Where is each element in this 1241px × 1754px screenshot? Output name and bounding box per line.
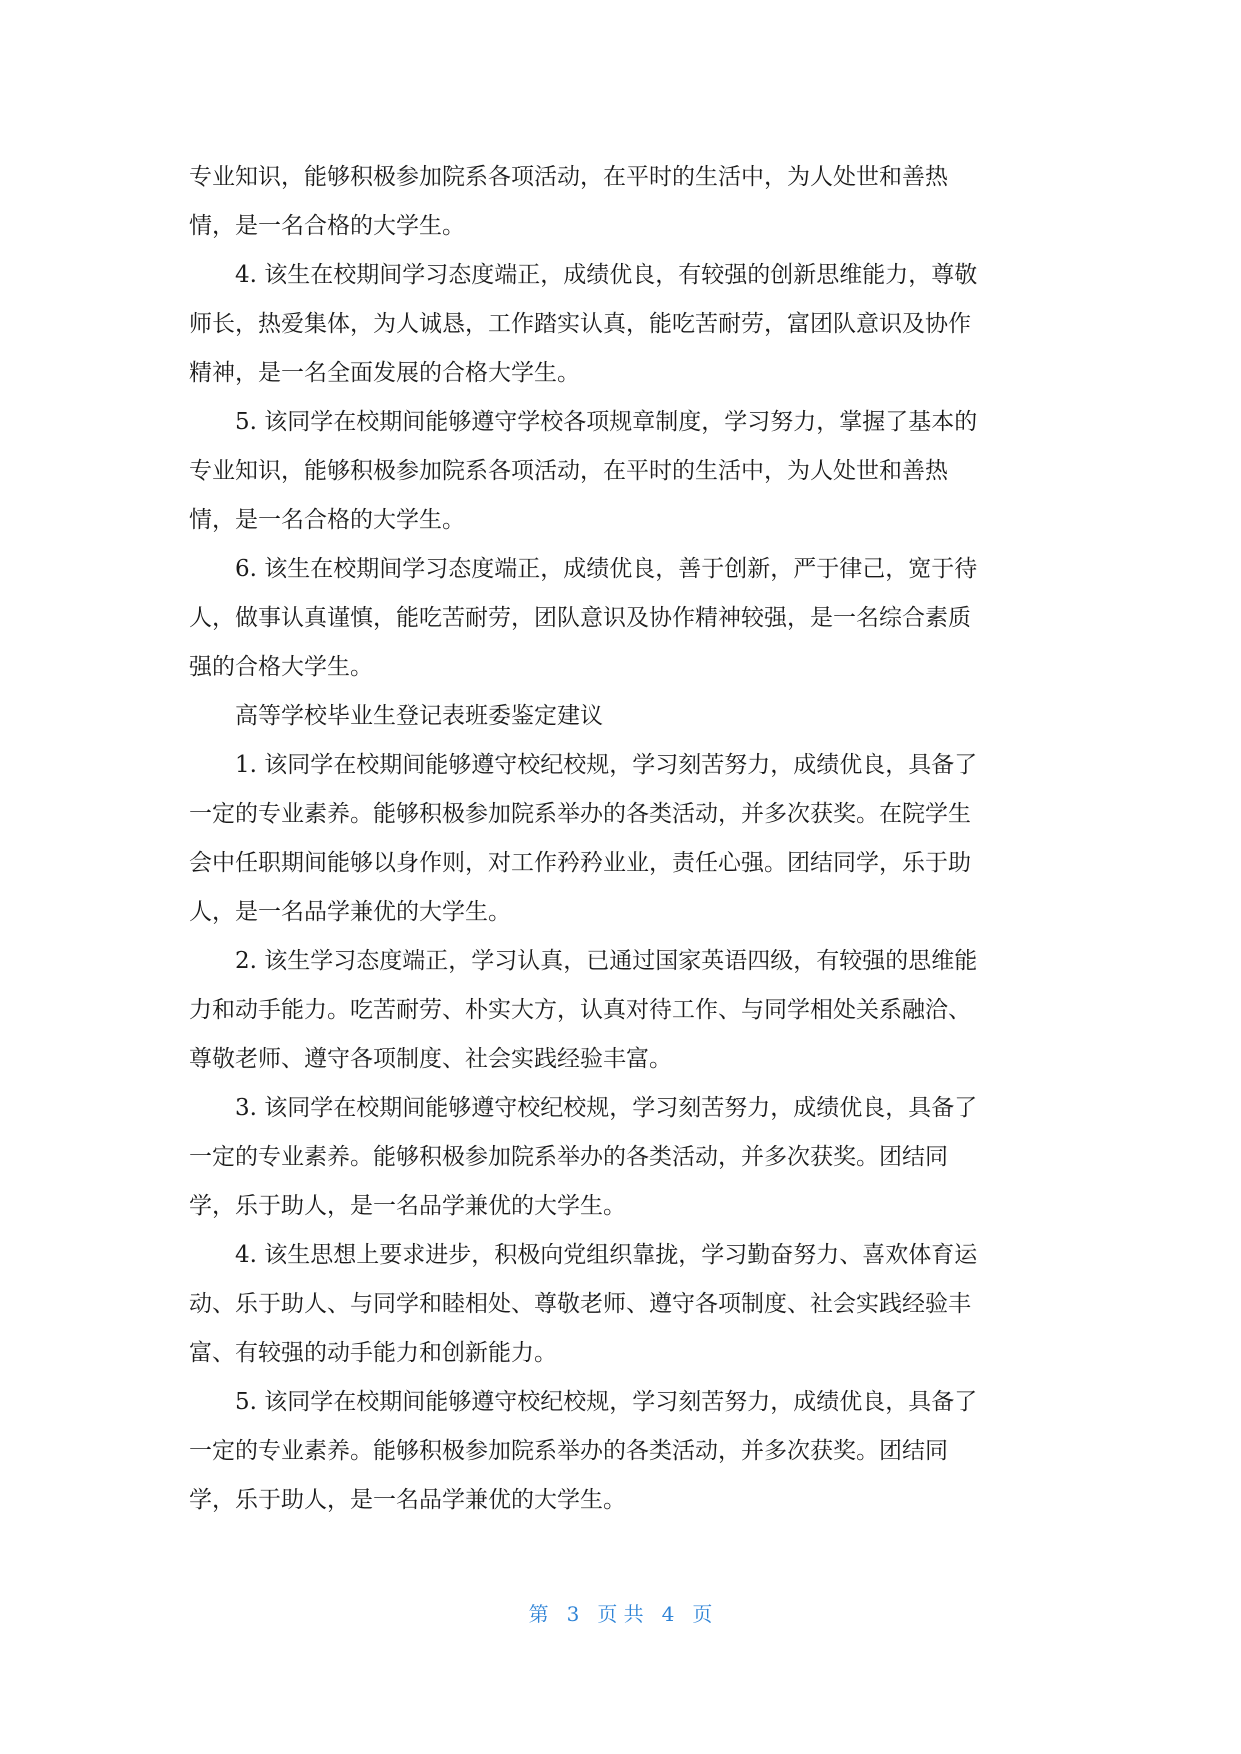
text-line: 情，是一名合格的大学生。 — [189, 213, 465, 239]
text-line: 一定的专业素养。能够积极参加院系举办的各类活动，并多次获奖。团结同 — [189, 1144, 948, 1170]
text-line: 尊敬老师、遵守各项制度、社会实践经验丰富。 — [189, 1046, 672, 1072]
text-line: 师长，热爱集体，为人诚恳，工作踏实认真，能吃苦耐劳，富团队意识及协作 — [189, 311, 971, 337]
paragraph — [189, 398, 1055, 545]
paragraph — [189, 741, 1055, 937]
text-line: 5. 该同学在校期间能够遵守学校各项规章制度，学习努力，掌握了基本的 — [235, 409, 978, 435]
text-line: 专业知识，能够积极参加院系各项活动，在平时的生活中，为人处世和善热 — [189, 164, 948, 190]
text-line: 5. 该同学在校期间能够遵守校纪校规，学习刻苦努力，成绩优良，具备了 — [235, 1389, 978, 1415]
text-line: 人，做事认真谨慎，能吃苦耐劳，团队意识及协作精神较强，是一名综合素质 — [189, 605, 971, 631]
document-body — [189, 153, 1055, 1525]
text-line: 一定的专业素养。能够积极参加院系举办的各类活动，并多次获奖。团结同 — [189, 1438, 948, 1464]
text-line: 4. 该生在校期间学习态度端正，成绩优良，有较强的创新思维能力，尊敬 — [235, 262, 978, 288]
text-line: 4. 该生思想上要求进步，积极向党组织靠拢，学习勤奋努力、喜欢体育运 — [235, 1242, 978, 1268]
text-line: 学，乐于助人，是一名品学兼优的大学生。 — [189, 1487, 626, 1513]
text-line: 精神，是一名全面发展的合格大学生。 — [189, 360, 580, 386]
paragraph — [189, 1231, 1055, 1378]
text-line: 力和动手能力。吃苦耐劳、朴实大方，认真对待工作、与同学相处关系融洽、 — [189, 997, 971, 1023]
text-line: 2. 该生学习态度端正，学习认真，已通过国家英语四级，有较强的思维能 — [235, 948, 978, 974]
text-line: 专业知识，能够积极参加院系各项活动，在平时的生活中，为人处世和善热 — [189, 458, 948, 484]
footer-suffix: 页 — [692, 1602, 713, 1626]
footer-middle: 页 共 — [597, 1602, 644, 1626]
text-line: 6. 该生在校期间学习态度端正，成绩优良，善于创新，严于律己，宽于待 — [235, 556, 978, 582]
text-line: 人，是一名品学兼优的大学生。 — [189, 899, 511, 925]
text-line: 强的合格大学生。 — [189, 654, 373, 680]
paragraph — [189, 1084, 1055, 1231]
text-line: 一定的专业素养。能够积极参加院系举办的各类活动，并多次获奖。在院学生 — [189, 801, 971, 827]
text-line: 高等学校毕业生登记表班委鉴定建议 — [235, 703, 603, 729]
text-line: 富、有较强的动手能力和创新能力。 — [189, 1340, 557, 1366]
section-heading — [189, 692, 1055, 741]
text-line: 会中任职期间能够以身作则，对工作矜矜业业，责任心强。团结同学，乐于助 — [189, 850, 971, 876]
text-line: 3. 该同学在校期间能够遵守校纪校规，学习刻苦努力，成绩优良，具备了 — [235, 1095, 978, 1121]
paragraph — [189, 937, 1055, 1084]
text-line: 学，乐于助人，是一名品学兼优的大学生。 — [189, 1193, 626, 1219]
footer-prefix: 第 — [528, 1602, 549, 1626]
paragraph — [189, 545, 1055, 692]
paragraph — [189, 251, 1055, 398]
text-line: 1. 该同学在校期间能够遵守校纪校规，学习刻苦努力，成绩优良，具备了 — [235, 752, 978, 778]
paragraph — [189, 1378, 1055, 1525]
page-footer — [0, 1598, 1241, 1627]
text-line: 动、乐于助人、与同学和睦相处、尊敬老师、遵守各项制度、社会实践经验丰 — [189, 1291, 971, 1317]
text-line: 情，是一名合格的大学生。 — [189, 507, 465, 533]
footer-current-page: 3 — [566, 1602, 580, 1626]
paragraph — [189, 153, 1055, 251]
footer-total-pages: 4 — [661, 1602, 675, 1626]
